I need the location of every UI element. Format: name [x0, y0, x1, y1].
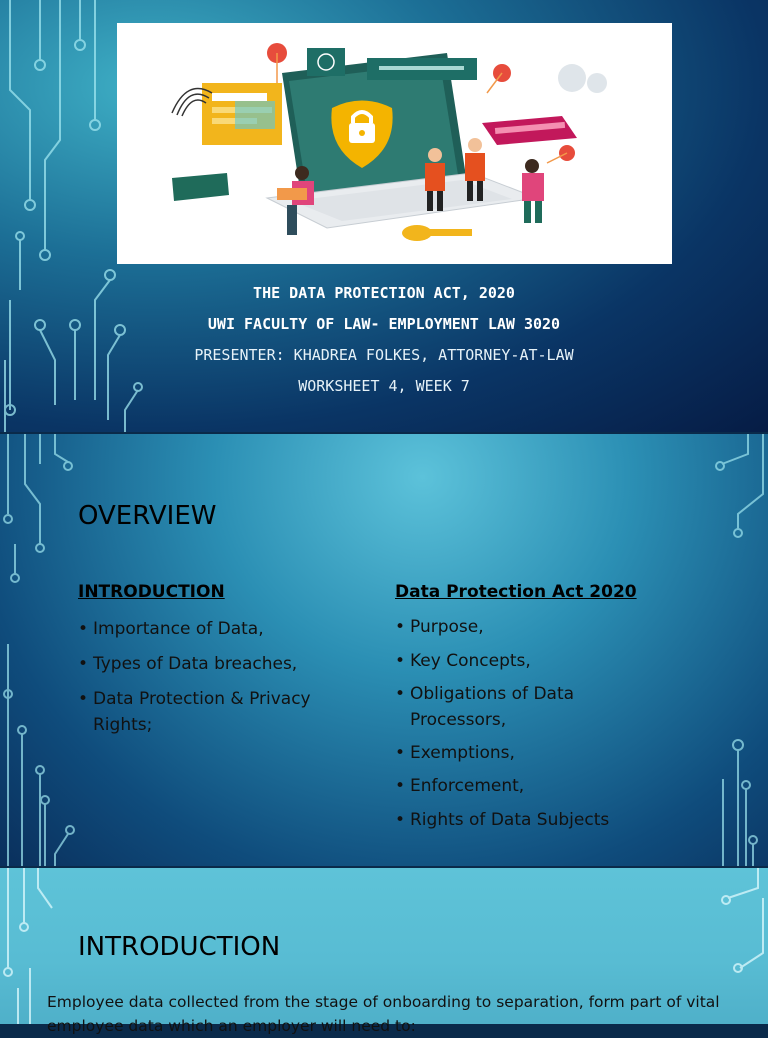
- worksheet-week: WORKSHEET 4, WEEK 7: [298, 377, 470, 395]
- list-item: • Types of Data breaches,: [78, 654, 298, 674]
- data-protection-illustration: [117, 23, 672, 264]
- intro-paragraph: Employee data collected from the stage of onboarding to separation, form part of vital employee data which an employer will need to:: [47, 993, 720, 1035]
- gear-icon: [558, 64, 607, 93]
- list-item: • Obligations of Data Processors,: [395, 684, 575, 730]
- list-item: • Importance of Data,: [78, 619, 264, 639]
- key-icon: [402, 225, 472, 241]
- title-slide: [0, 0, 768, 432]
- chat-banner-icon: [367, 58, 477, 80]
- list-item: • Data Protection & Privacy Rights;: [78, 689, 311, 735]
- slide-heading: OVERVIEW: [78, 501, 217, 531]
- server-icon: [172, 173, 229, 201]
- list-item: • Rights of Data Subjects: [395, 810, 610, 830]
- list-item: • Exemptions,: [395, 743, 515, 763]
- dpa-list: [395, 614, 655, 833]
- introduction-list: [78, 616, 363, 738]
- document-card-icon: [202, 83, 282, 145]
- list-item: • Enforcement,: [395, 776, 525, 796]
- list-item: • Key Concepts,: [395, 651, 531, 671]
- presenter-name: PRESENTER: KHADREA FOLKES, ATTORNEY-AT-LAW: [194, 346, 574, 364]
- circuit-decoration-left: [0, 434, 80, 866]
- course-name: UWI FACULTY OF LAW- EMPLOYMENT LAW 3020: [207, 315, 561, 333]
- introduction-slide: [0, 868, 768, 1035]
- person-icon: [522, 159, 544, 223]
- globe-icon: [307, 48, 345, 76]
- column-title-dpa: Data Protection Act 2020: [395, 582, 637, 602]
- circuit-decoration-right: [708, 434, 768, 866]
- list-item: • Purpose,: [395, 617, 484, 637]
- presentation-title: THE DATA PROTECTION ACT, 2020: [253, 284, 515, 302]
- slide-heading: INTRODUCTION: [78, 932, 281, 962]
- hero-illustration: [117, 23, 672, 264]
- column-title-introduction: INTRODUCTION: [78, 582, 225, 602]
- credit-card-icon: [482, 116, 577, 145]
- overview-slide: [0, 434, 768, 866]
